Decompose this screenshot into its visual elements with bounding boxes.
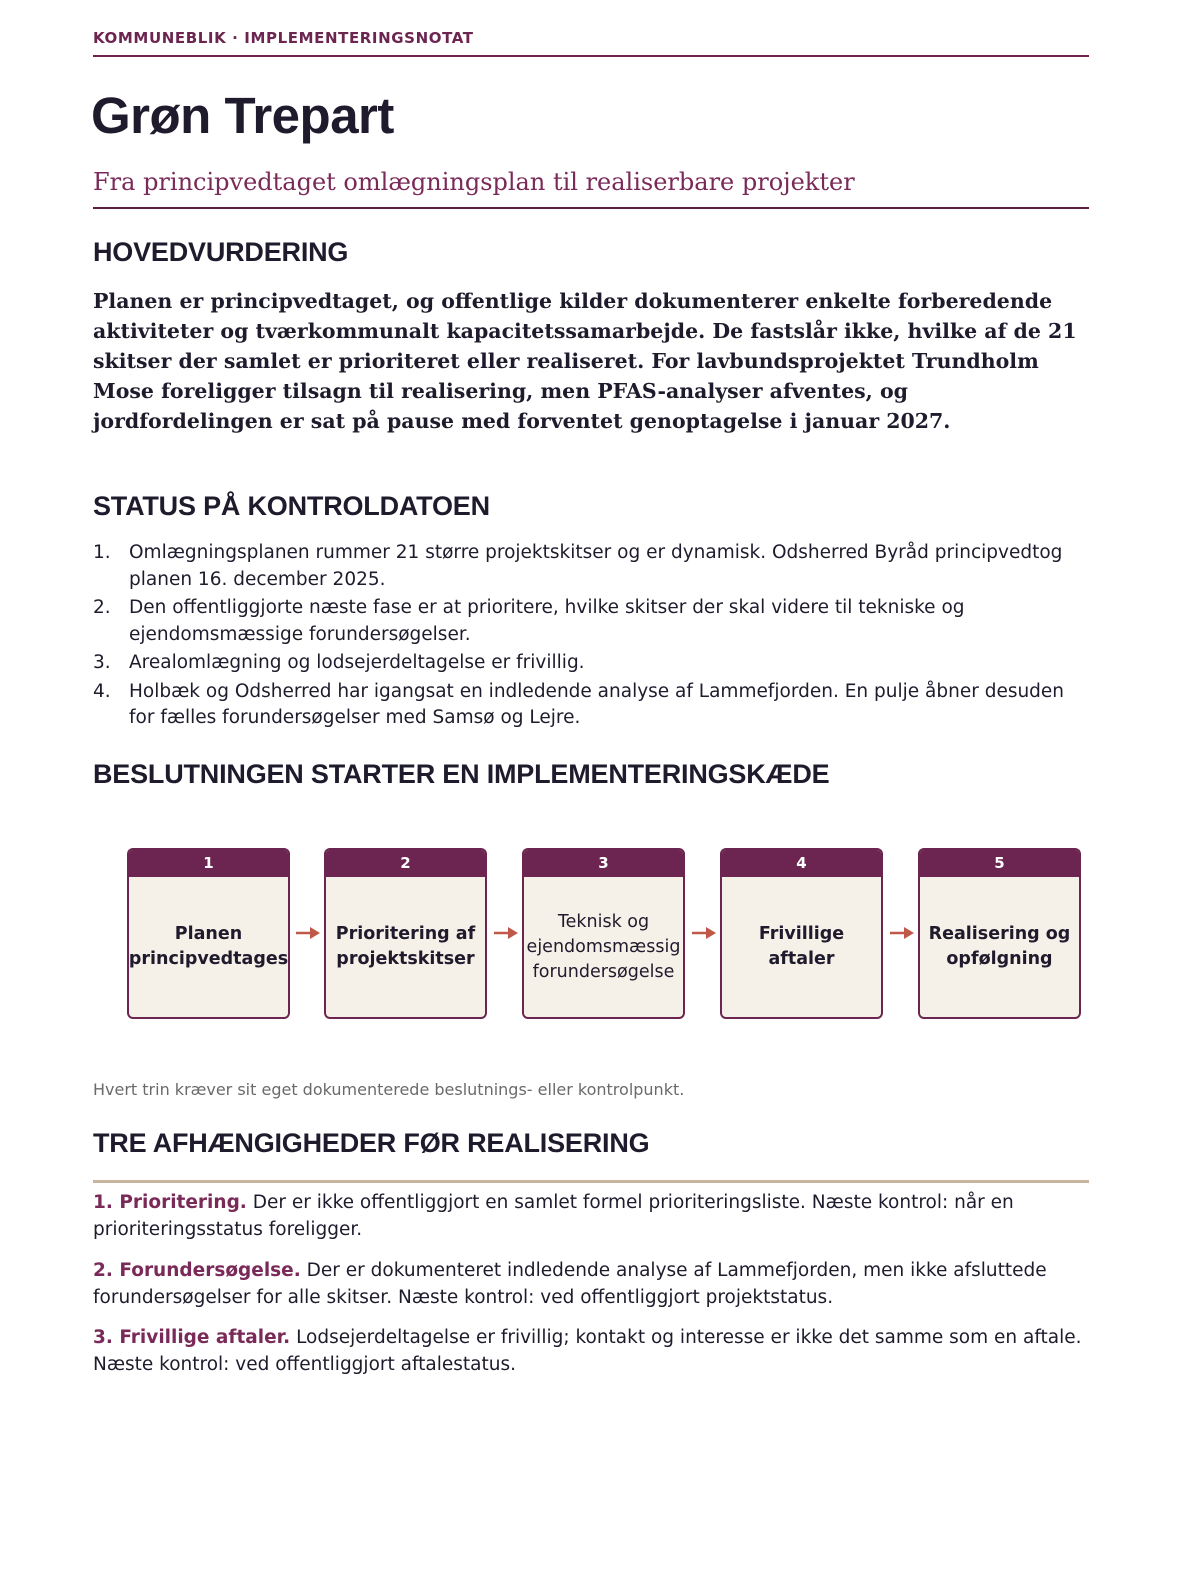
- flow-step-line: Realisering og: [928, 924, 1071, 944]
- status-list: [93, 540, 1089, 734]
- flow-step-label: [524, 877, 683, 1017]
- flow-step-label: [326, 877, 485, 1017]
- document-kicker: KOMMUNEBLIK · IMPLEMENTERINGSNOTAT: [93, 29, 474, 47]
- flow-arrow-icon: [493, 926, 519, 940]
- flow-step-label: [722, 877, 881, 1017]
- flow-step-label: [129, 877, 288, 1017]
- flow-arrow-icon: [889, 926, 915, 940]
- status-heading: STATUS PÅ KONTROLDATOEN: [93, 491, 490, 521]
- status-item-text: Holbæk og Odsherred har igangsat en indledende analyse af Lammefjorden. En pulje åbner desuden for fælles forundersøgelser med Samsø og Lejre.: [129, 680, 1065, 728]
- status-list-item: [93, 595, 1089, 648]
- flow-step-line: principvedtages: [128, 949, 289, 969]
- flow-arrow-icon: [691, 926, 717, 940]
- flow-step-line: opfølgning: [946, 949, 1053, 969]
- dependency-text: Der er dokumenteret indledende analyse af Lammefjorden, men ikke afsluttede forundersøgelser for alle skitser. Næste kontrol: ved offentliggjort projektstatus.: [93, 1260, 1047, 1308]
- flow-step-card: [720, 848, 883, 1019]
- assessment-text: Planen er principvedtaget, og offentlige kilder dokumenterer enkelte forberedende aktiviteter og tværkommunalt kapacitetssamarbejde. De fastslår ikke, hvilke af de 21 skitser der samlet er prioriteret eller realiseret. For lavbundsprojektet Trundholm Mose foreligger tilsagn til realisering, men PFAS-analyser afventes, og jordfordelingen er sat på pause med forventet genoptagelse i januar 2027.: [93, 289, 1077, 433]
- flow-step-line: Frivillige: [758, 924, 845, 944]
- dependency-text: Lodsejerdeltagelse er frivillig; kontakt og interesse er ikke det samme som en aftale. Næste kontrol: ved offentliggjort aftalestatus.: [93, 1327, 1082, 1375]
- status-item-number: 2.: [93, 597, 111, 618]
- dependencies-divider: [93, 1180, 1089, 1183]
- flow-step-number: 4: [722, 850, 881, 877]
- flow-step-line: Planen: [174, 924, 243, 944]
- flow-step-line: projektskitser: [336, 949, 475, 969]
- flow-step-number: 1: [129, 850, 288, 877]
- status-item-text: Arealomlægning og lodsejerdeltagelse er frivillig.: [129, 652, 585, 673]
- status-list-item: [93, 540, 1089, 593]
- dependency-item: [93, 1189, 1089, 1243]
- dependency-label: 3. Frivillige aftaler.: [93, 1327, 291, 1348]
- flow-step-card: [522, 848, 685, 1019]
- page-subtitle: Fra principvedtaget omlægningsplan til realiserbare projekter: [93, 168, 855, 196]
- dependency-item: [93, 1324, 1089, 1378]
- flow-step-number: 5: [920, 850, 1079, 877]
- chain-heading: BESLUTNINGEN STARTER EN IMPLEMENTERINGSKÆDE: [93, 759, 830, 789]
- status-item-text: Omlægningsplanen rummer 21 større projektskitser og er dynamisk. Odsherred Byråd principvedtog planen 16. december 2025.: [129, 542, 1063, 590]
- flow-step-card: [324, 848, 487, 1019]
- status-item-number: 4.: [93, 680, 111, 702]
- status-list-item: [93, 679, 1089, 732]
- dependency-text: Der er ikke offentliggjort en samlet formel prioriteringsliste. Næste kontrol: når en prioriteringsstatus foreligger.: [93, 1192, 1014, 1240]
- dependency-item: [93, 1257, 1089, 1311]
- dependency-label: 1. Prioritering.: [93, 1192, 247, 1213]
- flow-caption: Hvert trin kræver sit eget dokumenterede beslutnings- eller kontrolpunkt.: [93, 1080, 685, 1099]
- flow-step-number: 3: [524, 850, 683, 877]
- flow-step-line: aftaler: [768, 949, 835, 969]
- flow-step-line: Teknisk og: [557, 911, 650, 932]
- page-title: Grøn Trepart: [91, 87, 394, 144]
- flow-step-card: [127, 848, 290, 1019]
- flow-step-line: forundersøgelse: [532, 961, 675, 982]
- dependencies-heading: TRE AFHÆNGIGHEDER FØR REALISERING: [93, 1128, 650, 1158]
- flow-step-line: Prioritering af: [335, 924, 476, 944]
- assessment-heading: HOVEDVURDERING: [93, 237, 349, 267]
- dependency-label: 2. Forundersøgelse.: [93, 1260, 301, 1281]
- implementation-flow-diagram: [127, 848, 1083, 1022]
- status-item-text: Den offentliggjorte næste fase er at prioritere, hvilke skitser der skal videre til tekniske og ejendomsmæssige forundersøgelser.: [129, 597, 965, 645]
- status-item-number: 3.: [93, 652, 111, 673]
- flow-step-line: ejendomsmæssig: [526, 936, 681, 957]
- subtitle-divider: [93, 207, 1089, 209]
- flow-step-label: [920, 877, 1079, 1017]
- kicker-divider: [93, 55, 1089, 57]
- flow-arrow-icon: [295, 926, 321, 940]
- status-item-number: 1.: [93, 542, 111, 563]
- flow-step-number: 2: [326, 850, 485, 877]
- flow-step-card: [918, 848, 1081, 1019]
- status-list-item: [93, 650, 1089, 677]
